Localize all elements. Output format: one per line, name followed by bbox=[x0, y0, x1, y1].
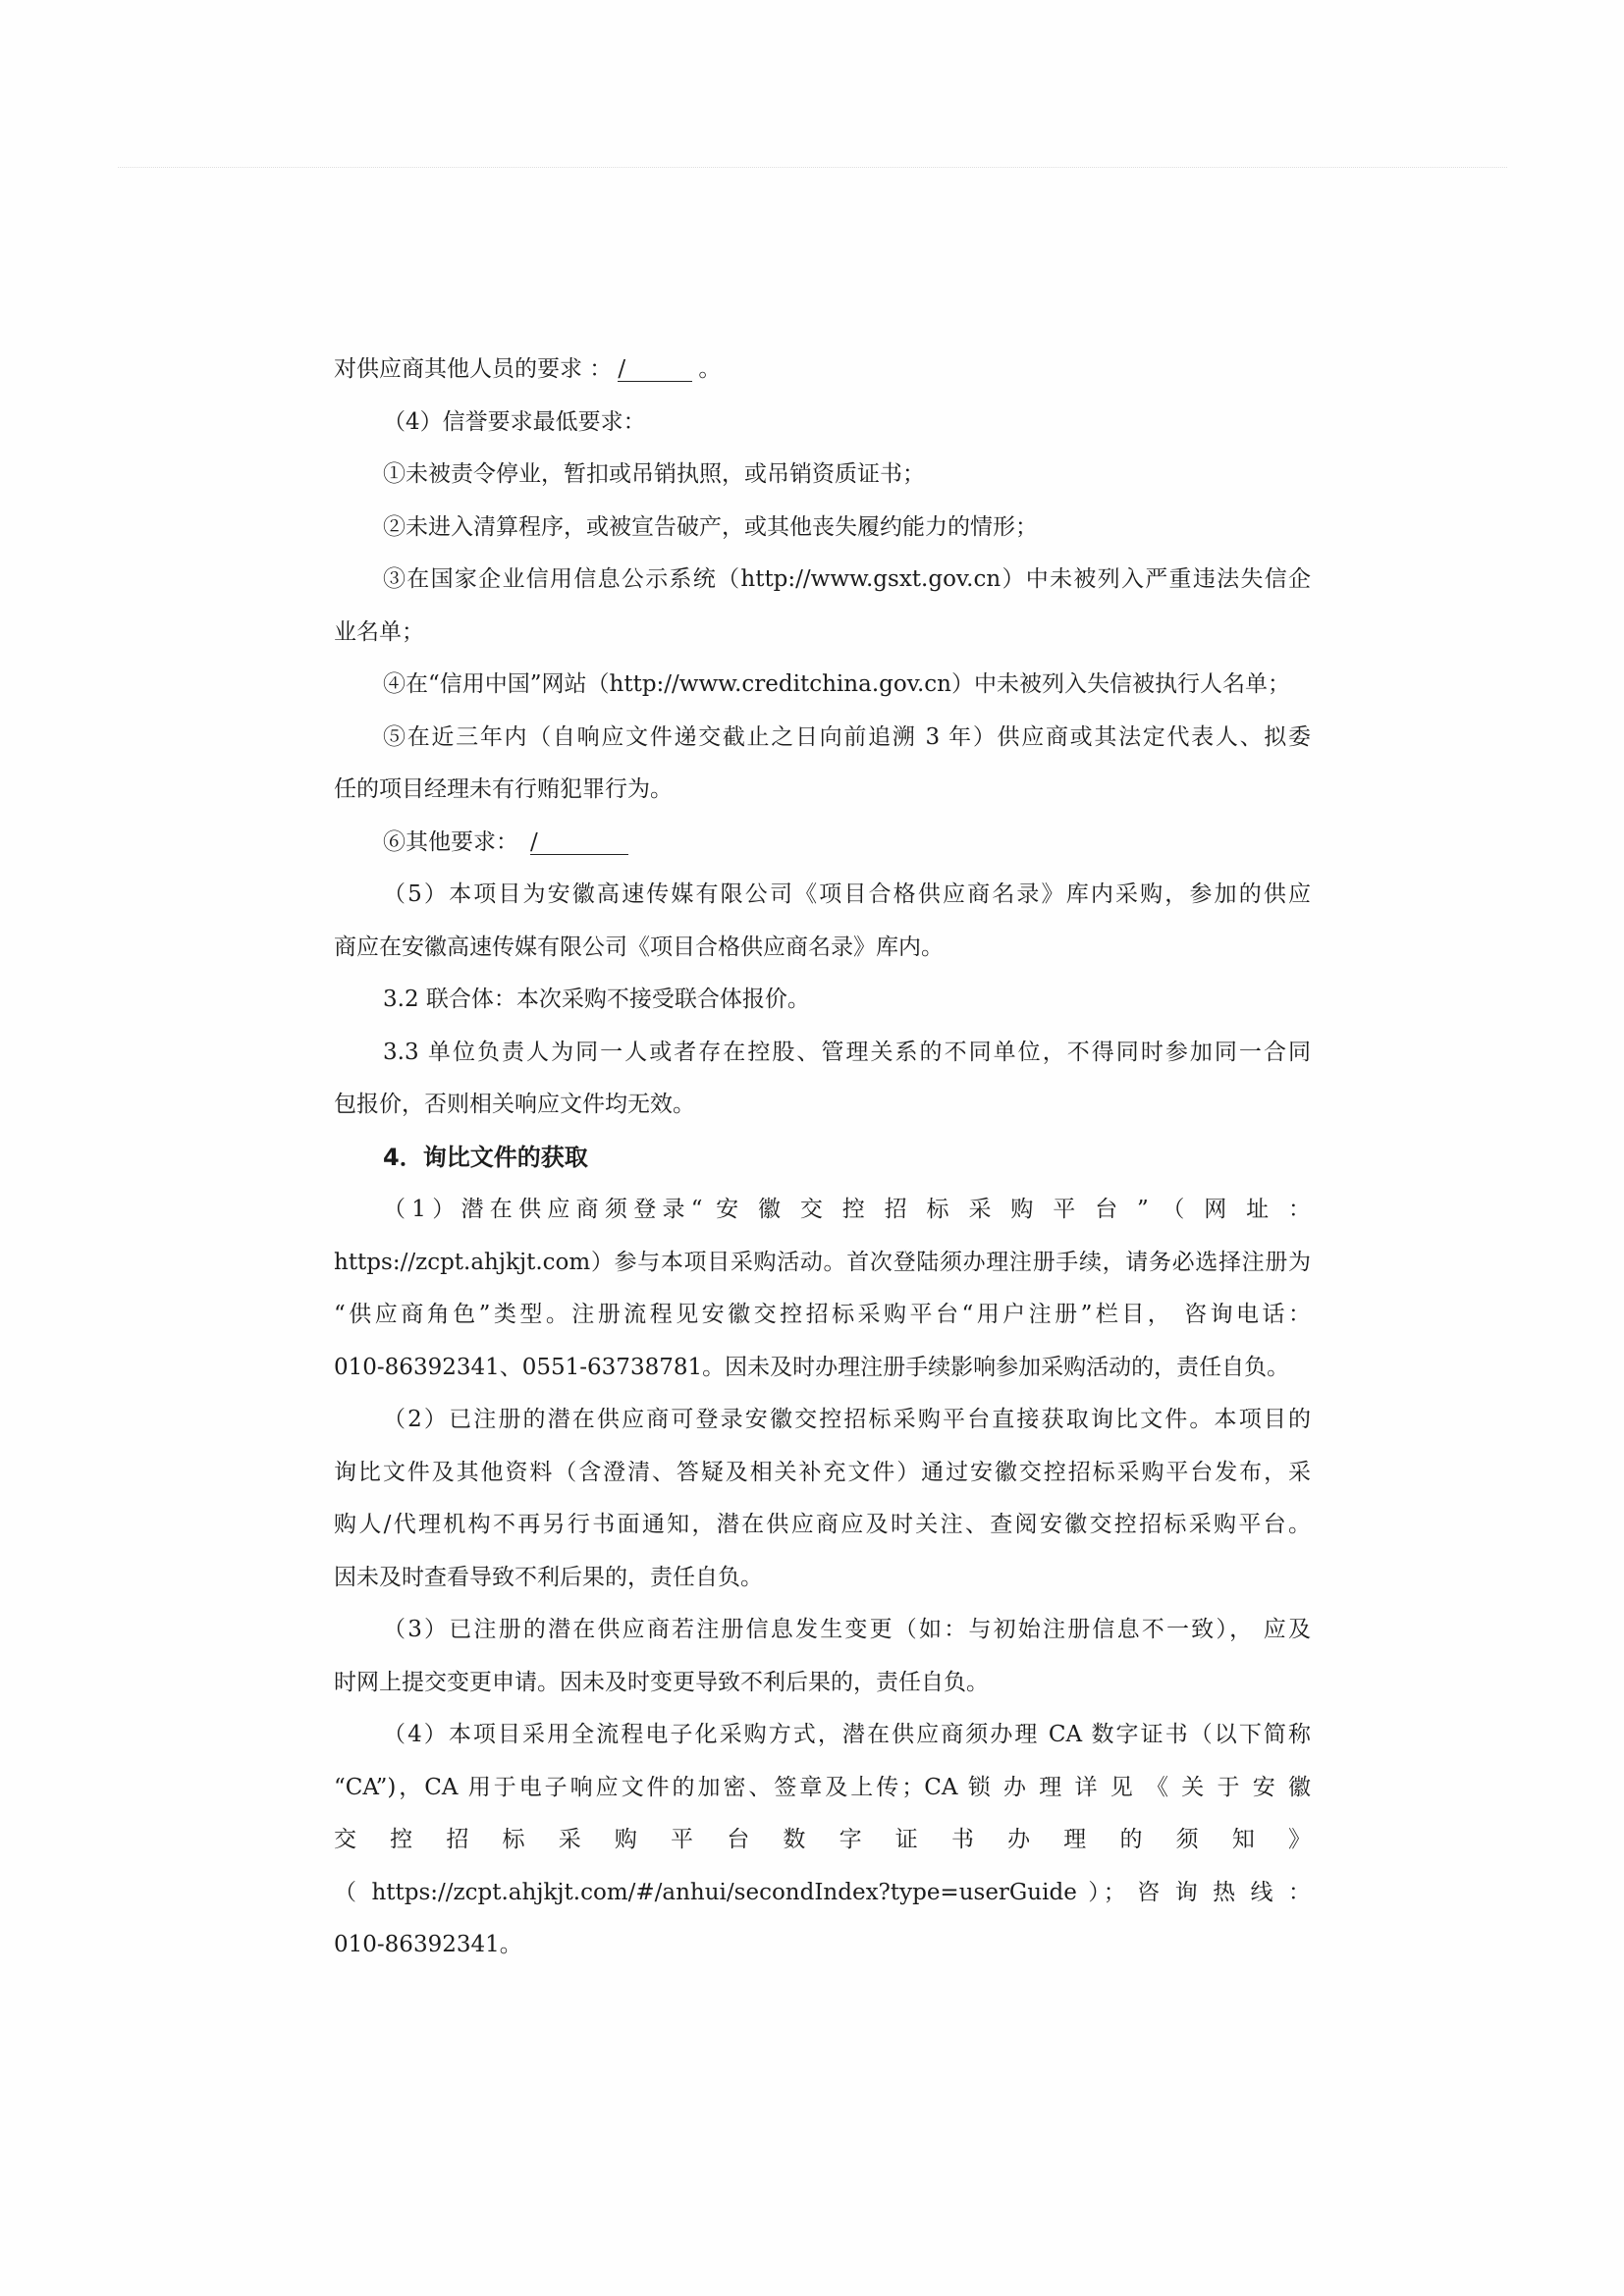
paragraph-other-personnel bbox=[334, 344, 1311, 397]
paragraph-obtain-documents-line-3: 购人/代理机构不再另行书面通知，潜在供应商应及时关注、查阅安徽交控招标采购平台。 bbox=[334, 1512, 1311, 1537]
list-item-2: ②未进入清算程序，或被宣告破产，或其他丧失履约能力的情形； bbox=[383, 513, 1038, 540]
header-divider bbox=[118, 167, 1507, 168]
text: 对供应商其他人员的要求 ： bbox=[334, 356, 613, 382]
text: ⑥其他要求： bbox=[383, 828, 518, 855]
paragraph-info-change: （3）已注册的潜在供应商若注册信息发生变更（如：与初始注册信息不一致）， 应及 bbox=[383, 1617, 1311, 1642]
paragraph-obtain-documents: （2）已注册的潜在供应商可登录安徽交控招标采购平台直接获取询比文件。本项目的 bbox=[383, 1407, 1311, 1432]
paragraph-ca-certificate: （4）本项目采用全流程电子化采购方式，潜在供应商须办理 CA 数字证书（以下简称 bbox=[383, 1722, 1311, 1747]
list-item-6 bbox=[334, 817, 1311, 870]
document-body bbox=[334, 344, 1311, 1972]
section-heading: 4．询比文件的获取 bbox=[383, 1143, 588, 1171]
list-item-5-continued: 任的项目经理未有行贿犯罪行为。 bbox=[334, 776, 673, 802]
paragraph-supplier-list-continued: 商应在安徽高速传媒有限公司《项目合格供应商名录》库内。 bbox=[334, 934, 944, 960]
paragraph-credit-requirements: （4）信誉要求最低要求： bbox=[383, 408, 646, 435]
clause-3-3-continued: 包报价，否则相关响应文件均无效。 bbox=[334, 1092, 695, 1117]
list-item-3-continued: 业名单； bbox=[334, 618, 424, 645]
paragraph-obtain-documents-line-4: 因未及时查看导致不利后果的，责任自负。 bbox=[334, 1564, 763, 1590]
paragraph-registration-line-2: https://zcpt.ahjkjt.com）参与本项目采购活动。首次登陆须办理注册手续，请务必选择注册为 bbox=[334, 1249, 1311, 1275]
list-item-3: ③在国家企业信用信息公示系统（http://www.gsxt.gov.cn）中未被列入严重违法失信企 bbox=[383, 566, 1311, 592]
clause-3-2: 3.2 联合体：本次采购不接受联合体报价。 bbox=[383, 987, 810, 1012]
paragraph-ca-certificate-line-2: “CA”)，CA 用于电子响应文件的加密、签章及上传；CA 锁 办 理 详 见 《 关 于 安 徽 bbox=[334, 1774, 1311, 1800]
clause-3-3: 3.3 单位负责人为同一人或者存在控股、管理关系的不同单位，不得同时参加同一合同 bbox=[383, 1039, 1311, 1065]
paragraph-obtain-documents-line-2: 询比文件及其他资料（含澄清、答疑及相关补充文件）通过安徽交控招标采购平台发布，采 bbox=[334, 1459, 1311, 1485]
paragraph-supplier-list: （5）本项目为安徽高速传媒有限公司《项目合格供应商名录》库内采购，参加的供应 bbox=[383, 881, 1311, 907]
list-item-5: ⑤在近三年内（自响应文件递交截止之日向前追溯 3 年）供应商或其法定代表人、拟委 bbox=[383, 723, 1311, 750]
paragraph-ca-certificate-line-4: （ https://zcpt.ahjkjt.com/#/anhui/secondIndex?type=userGuide ）； 咨 询 热 线 ： bbox=[334, 1879, 1311, 1905]
fill-in-blank: / bbox=[618, 357, 692, 382]
text: 。 bbox=[698, 356, 722, 382]
list-item-1: ①未被责令停业，暂扣或吊销执照，或吊销资质证书； bbox=[383, 461, 925, 487]
paragraph-ca-certificate-line-5: 010-86392341。 bbox=[334, 1932, 522, 1957]
fill-in-blank: / bbox=[530, 830, 628, 855]
paragraph-registration-line-4: 010-86392341、0551-63738781。因未及时办理注册手续影响参加采购活动的，责任自负。 bbox=[334, 1354, 1290, 1380]
paragraph-ca-certificate-line-3: 交 控 招 标 采 购 平 台 数 字 证 书 办 理 的 须 知 》 bbox=[334, 1827, 1311, 1852]
paragraph-registration-line-3: “供应商角色”类型。注册流程见安徽交控招标采购平台“用户注册”栏目， 咨询电话： bbox=[334, 1302, 1311, 1327]
paragraph-info-change-line-2: 时网上提交变更申请。因未及时变更导致不利后果的，责任自负。 bbox=[334, 1669, 989, 1695]
paragraph-registration: （1）潜在供应商须登录“ 安 徽 交 控 招 标 采 购 平 台 ” （ 网 址 ： bbox=[383, 1197, 1311, 1222]
list-item-4: ④在“信用中国”网站（http://www.creditchina.gov.cn）中未被列入失信被执行人名单； bbox=[383, 671, 1290, 697]
